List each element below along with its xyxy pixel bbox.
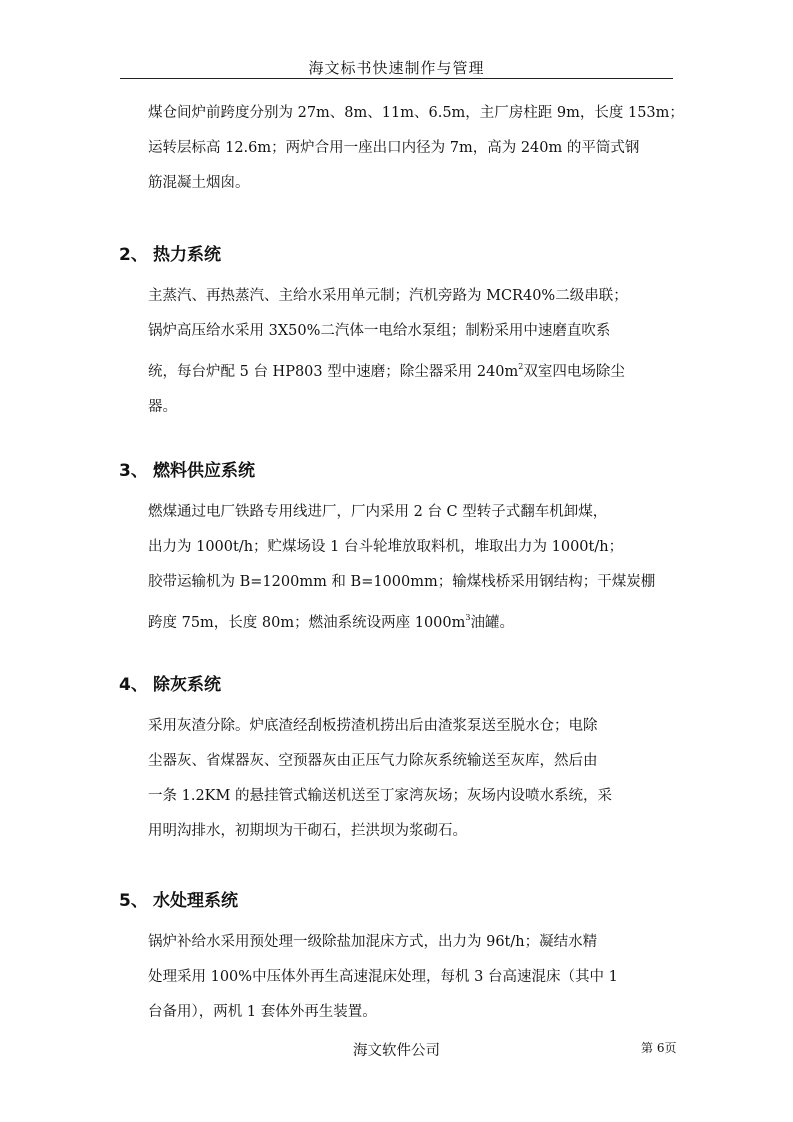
section-title: 除灰系统 <box>153 675 221 695</box>
footer-company: 海文软件公司 <box>353 1043 440 1059</box>
paragraph-line: 台备用），两机 1 套体外再生装置。 <box>148 1004 377 1020</box>
section-heading-water <box>119 886 238 911</box>
paragraph-line: 锅炉高压给水采用 3X50%二汽体一电给水泵组；制粉采用中速磨直吹系 <box>148 323 611 339</box>
paragraph-line: 筋混凝土烟囱。 <box>148 175 250 191</box>
paragraph-line: 胶带运输机为 B=1200mm 和 B=1000mm；输煤栈桥采用钢结构；干煤炭棚 <box>148 574 656 590</box>
water-paragraph <box>148 925 648 1030</box>
paragraph-line: 出力为 1000t/h；贮煤场设 1 台斗轮堆放取料机，堆取出力为 1000t/h； <box>148 539 624 555</box>
section-number: 4、 <box>119 675 148 695</box>
paragraph-line: 煤仓间炉前跨度分别为 27m、8m、11m、6.5m，主厂房柱距 9m，长度 153m； <box>148 105 684 121</box>
paragraph-line <box>148 349 648 390</box>
paragraph-line: 运转层标高 12.6m；两炉合用一座出口内径为 7m，高为 240m 的平筒式钢 <box>148 140 640 156</box>
paragraph-line: 燃煤通过电厂铁路专用线进厂，厂内采用 2 台 C 型转子式翻车机卸煤， <box>148 504 608 520</box>
page-number: 第 6页 <box>641 1041 677 1055</box>
paragraph-line: 主蒸汽、再热蒸汽、主给水采用单元制；汽机旁路为 MCR40%二级串联； <box>148 288 628 304</box>
paragraph-line: 一条 1.2KM 的悬挂管式输送机送至丁家湾灰场；灰场内设喷水系统，采 <box>148 788 612 804</box>
paragraph-line: 器。 <box>148 399 177 415</box>
section-heading-fuel <box>119 456 255 481</box>
line-text: 双室四电场除尘 <box>523 364 625 380</box>
fuel-paragraph <box>148 495 656 641</box>
thermal-paragraph <box>148 279 648 425</box>
paragraph-line: 采用灰渣分除。炉底渣经刮板捞渣机捞出后由渣浆泵送至脱水仓；电除 <box>148 718 598 734</box>
section-number: 2、 <box>119 245 148 265</box>
superscript: 3 <box>465 613 471 622</box>
header-rule <box>120 78 673 79</box>
superscript: 2 <box>518 362 524 371</box>
section-number: 3、 <box>119 461 148 481</box>
section-heading-ash <box>119 670 221 695</box>
ash-paragraph <box>148 709 648 849</box>
paragraph-line: 尘器灰、省煤器灰、空预器灰由正压气力除灰系统输送至灰库，然后由 <box>148 753 598 769</box>
section-heading-thermal <box>119 240 221 265</box>
paragraph-line: 锅炉补给水采用预处理一级除盐加混床方式，出力为 96t/h；凝结水精 <box>148 934 598 950</box>
line-text: 统，每台炉配 5 台 HP803 型中速磨；除尘器采用 240m <box>148 364 519 380</box>
section-title: 水处理系统 <box>153 891 238 911</box>
page-header-title: 海文标书快速制作与管理 <box>308 59 485 77</box>
section-title: 热力系统 <box>153 245 221 265</box>
paragraph-line: 处理采用 100%中压体外再生高速混床处理，每机 3 台高速混床（其中 1 <box>148 969 618 985</box>
paragraph-line: 用明沟排水，初期坝为干砌石，拦洪坝为浆砌石。 <box>148 823 467 839</box>
intro-paragraph <box>148 96 684 201</box>
paragraph-line <box>148 600 648 641</box>
line-text: 跨度 75m，长度 80m；燃油系统设两座 1000m <box>148 615 466 631</box>
section-title: 燃料供应系统 <box>153 461 255 481</box>
section-number: 5、 <box>119 891 148 911</box>
line-text: 油罐。 <box>470 615 514 631</box>
